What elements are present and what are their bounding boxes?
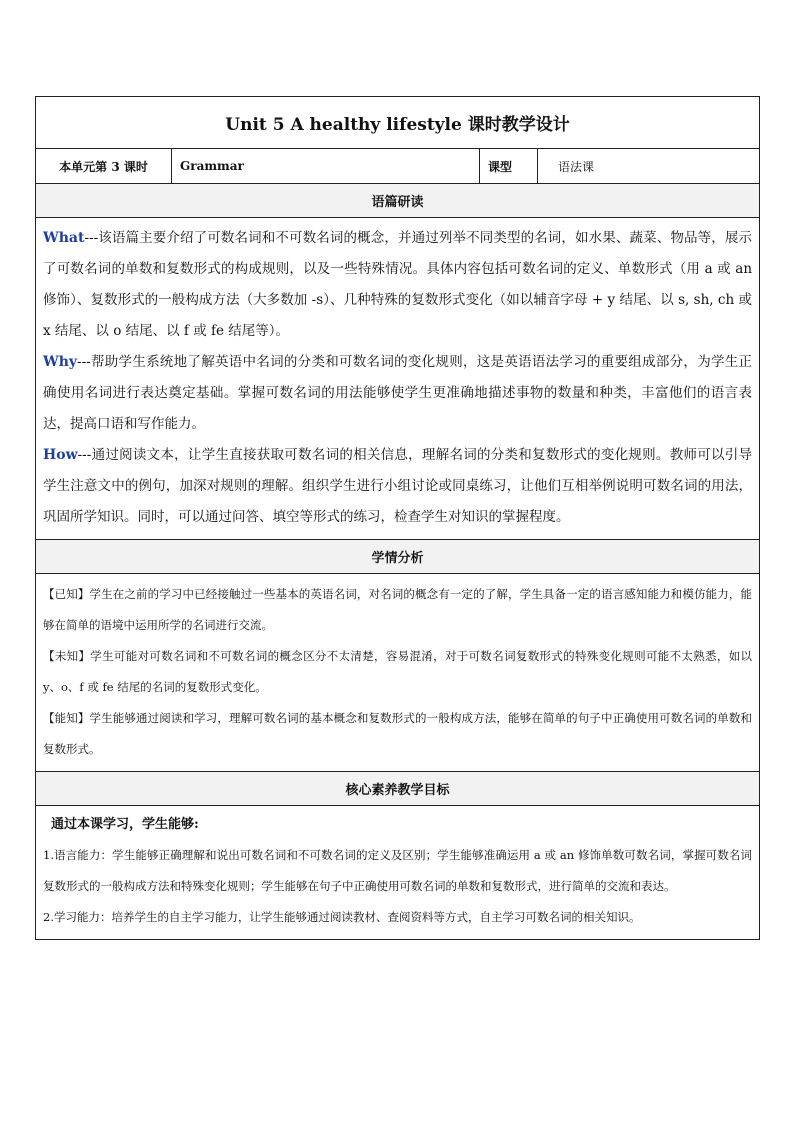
- goal-learning-ability: 2.学习能力：培养学生的自主学习能力，让学生能够通过阅读教材、查阅资料等方式，自主学习可数名词的相关知识。: [43, 910, 641, 924]
- lesson-info-row: [36, 149, 760, 184]
- able-paragraph: 【能知】学生能够通过阅读和学习，理解可数名词的基本概念和复数形式的一般构成方法，能够在简单的句子中正确使用可数名词的单数和复数形式。: [43, 711, 753, 756]
- what-paragraph: [43, 223, 752, 347]
- how-keyword: How: [43, 447, 78, 463]
- core-goals-body: [36, 806, 760, 940]
- lesson-type-value: 语法课: [538, 149, 760, 184]
- lesson-type-label: 课型: [480, 149, 538, 184]
- text-analysis-body: [36, 218, 760, 540]
- what-text: ---该语篇主要介绍了可数名词和不可数名词的概念，并通过列举不同类型的名词，如水果、蔬菜、物品等，展示了可数名词的单数和复数形式的构成规则，以及一些特殊情况。具体内容包括可数名词的定义、单数形式（用 a 或 an 修饰）、复数形式的一般构成方法（大多数加 -s）、几种特殊的复数形式变化（如以辅音字母 + y 结尾、以 s, sh, ch 或 x 结尾、以 o 结尾、以 f 或 fe 结尾等）。: [43, 230, 753, 339]
- how-text: ---通过阅读文本，让学生直接获取可数名词的相关信息，理解名词的分类和复数形式的变化规则。教师可以引导学生注意文中的例句，加深对规则的理解。组织学生进行小组讨论或同桌练习，让他们互相举例说明可数名词的用法，巩固所学知识。同时，可以通过问答、填空等形式的练习，检查学生对知识的掌握程度。: [43, 447, 753, 525]
- what-keyword: What: [43, 230, 85, 246]
- section-heading-core-goals: 核心素养教学目标: [36, 772, 760, 806]
- why-paragraph: [43, 347, 752, 440]
- lesson-topic-value: Grammar: [172, 149, 480, 184]
- known-paragraph: 【已知】学生在之前的学习中已经接触过一些基本的英语名词，对名词的概念有一定的了解，学生具备一定的语言感知能力和模仿能力，能够在简单的语境中运用所学的名词进行交流。: [43, 587, 753, 632]
- how-paragraph: [43, 440, 752, 533]
- section-heading-text-analysis: 语篇研读: [36, 184, 760, 218]
- goals-intro: 通过本课学习，学生能够:: [51, 817, 199, 832]
- learner-analysis-body: [36, 574, 760, 772]
- document-title: Unit 5 A healthy lifestyle 课时教学设计: [36, 97, 760, 149]
- why-keyword: Why: [43, 354, 78, 370]
- section-heading-learner-analysis: 学情分析: [36, 540, 760, 574]
- lesson-number-label: 本单元第 3 课时: [36, 149, 172, 184]
- why-text: ---帮助学生系统地了解英语中名词的分类和可数名词的变化规则，这是英语语法学习的重要组成部分，为学生正确使用名词进行表达奠定基础。掌握可数名词的用法能够使学生更准确地描述事物的数量和种类，丰富他们的语言表达，提高口语和写作能力。: [43, 354, 753, 432]
- unknown-paragraph: 【未知】学生可能对可数名词和不可数名词的概念区分不太清楚，容易混淆，对于可数名词复数形式的特殊变化规则可能不太熟悉，如以 y、o、f 或 fe 结尾的名词的复数形式变化。: [43, 649, 753, 694]
- lesson-plan-document: [35, 96, 759, 940]
- goal-language-ability: 1.语言能力：学生能够正确理解和说出可数名词和不可数名词的定义及区别；学生能够准确运用 a 或 an 修饰单数可数名词，掌握可数名词复数形式的一般构成方法和特殊变化规则；学生能够在句子中正确使用可数名词的单数和复数形式，进行简单的交流和表达。: [43, 848, 753, 893]
- lesson-plan-table: [35, 96, 760, 940]
